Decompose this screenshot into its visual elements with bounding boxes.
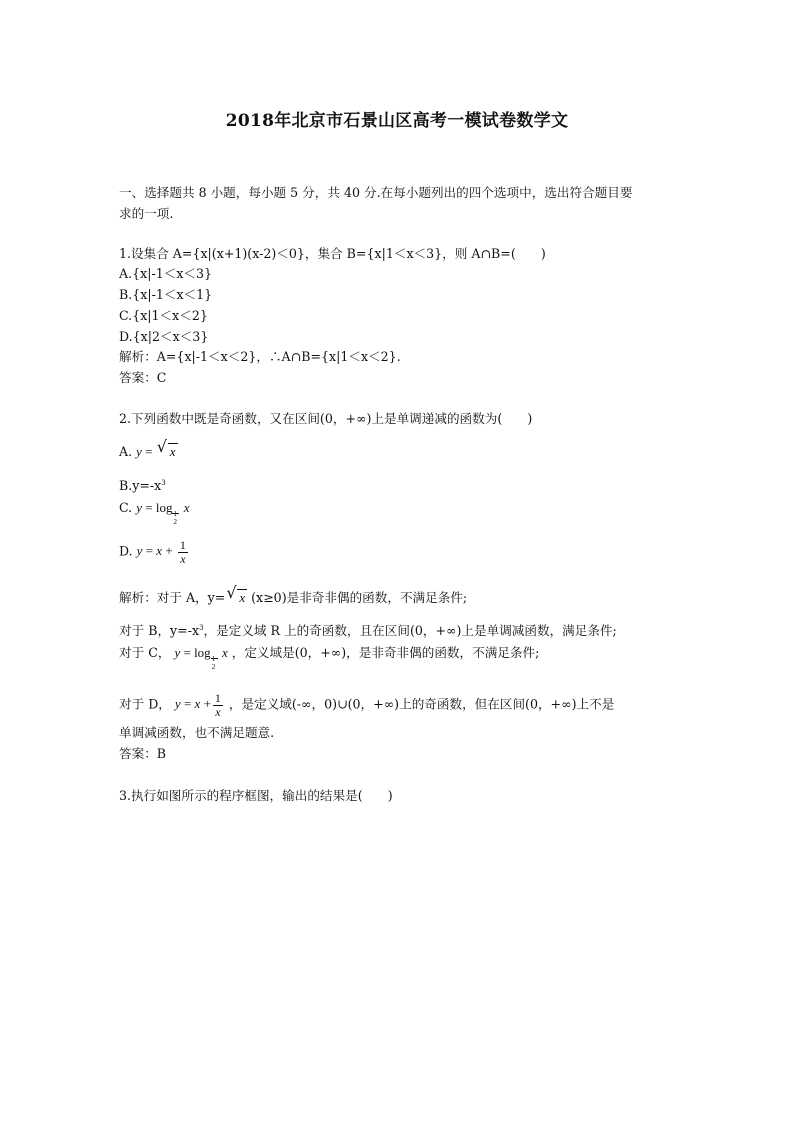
q2-option-a-label: A. <box>119 444 133 459</box>
q2-analysis-d-cont: 单调减函数，也不满足题意. <box>119 725 275 740</box>
section-instruction-line2: 求的一项. <box>119 206 174 221</box>
q1-analysis: 解析：A={x|-1＜x＜2}，∴A∩B={x|1＜x＜2}. <box>119 349 401 364</box>
fraction-one-over-x: $\frac{1}{x}$ <box>214 691 221 719</box>
log-base-half: 1 2 <box>172 500 180 514</box>
q2-option-d <box>119 539 190 566</box>
q3-stem: 3.执行如图所示的程序框图，输出的结果是( ) <box>119 788 393 803</box>
q2-analysis-c: 对于 C， y = log 1 2 x ，定义域是(0，+∞)，是非奇非偶的函数，不满足条件; <box>119 645 540 671</box>
q2-analysis-d: 对于 D， y = x + $\frac{1}{x}$ ，是定义域(-∞，0)∪(0，+∞)上的奇函数，但在区间(0，+∞)上不是 <box>119 691 615 719</box>
q2-analysis-b: 对于 B，$y=-x^3$，是定义域 R 上的奇函数，且在区间(0，+∞)上是单调减函数，满足条件; <box>119 623 617 638</box>
page-title: 2018年北京市石景山区高考一模试卷数学文 <box>225 111 569 131</box>
q2-option-d-label: D. <box>119 543 133 559</box>
q2-option-a-formula: y = √ x <box>136 437 176 459</box>
fraction-one-over-x: $\frac{1}{x}$ <box>179 538 186 566</box>
q1-option-b: B.{x|-1＜x＜1} <box>119 287 213 302</box>
q2-option-b: $B.y=-x^3$ <box>119 478 166 493</box>
sqrt-symbol: √ x <box>156 437 176 459</box>
sqrt-symbol: √ x <box>226 583 246 605</box>
q1-option-c: C.{x|1＜x＜2} <box>119 308 208 323</box>
q2-answer: 答案：B <box>119 746 167 761</box>
q1-option-d: D.{x|2＜x＜3} <box>119 329 209 344</box>
q2-stem: 2.下列函数中既是奇函数，又在区间(0，+∞)上是单调递减的函数为( ) <box>119 411 533 426</box>
q1-stem: 1.设集合 A={x|(x+1)(x-2)＜0}，集合 B={x|1＜x＜3}，则 A∩B=( ) <box>119 246 546 261</box>
q2-analysis-a: 解析：对于 A，y= √ x (x≥0)是非奇非偶的函数，不满足条件; <box>119 583 468 605</box>
log-base-half: 1 2 <box>211 645 219 659</box>
q2-option-d-formula: y = x + $\frac{1}{x}$ <box>136 538 186 566</box>
section-instruction-line1: 一、选择题共 8 小题，每小题 5 分，共 40 分.在每小题列出的四个选项中，选出符合题目要 <box>119 185 633 200</box>
q1-option-a: A.{x|-1＜x＜3} <box>119 266 213 281</box>
q2-option-a <box>119 437 178 460</box>
q2-option-c-formula: y = log 1 2 x <box>136 500 190 526</box>
q1-answer: 答案：C <box>119 370 167 385</box>
q2-option-c-label: C. <box>119 500 133 515</box>
q2-option-c <box>119 500 190 526</box>
